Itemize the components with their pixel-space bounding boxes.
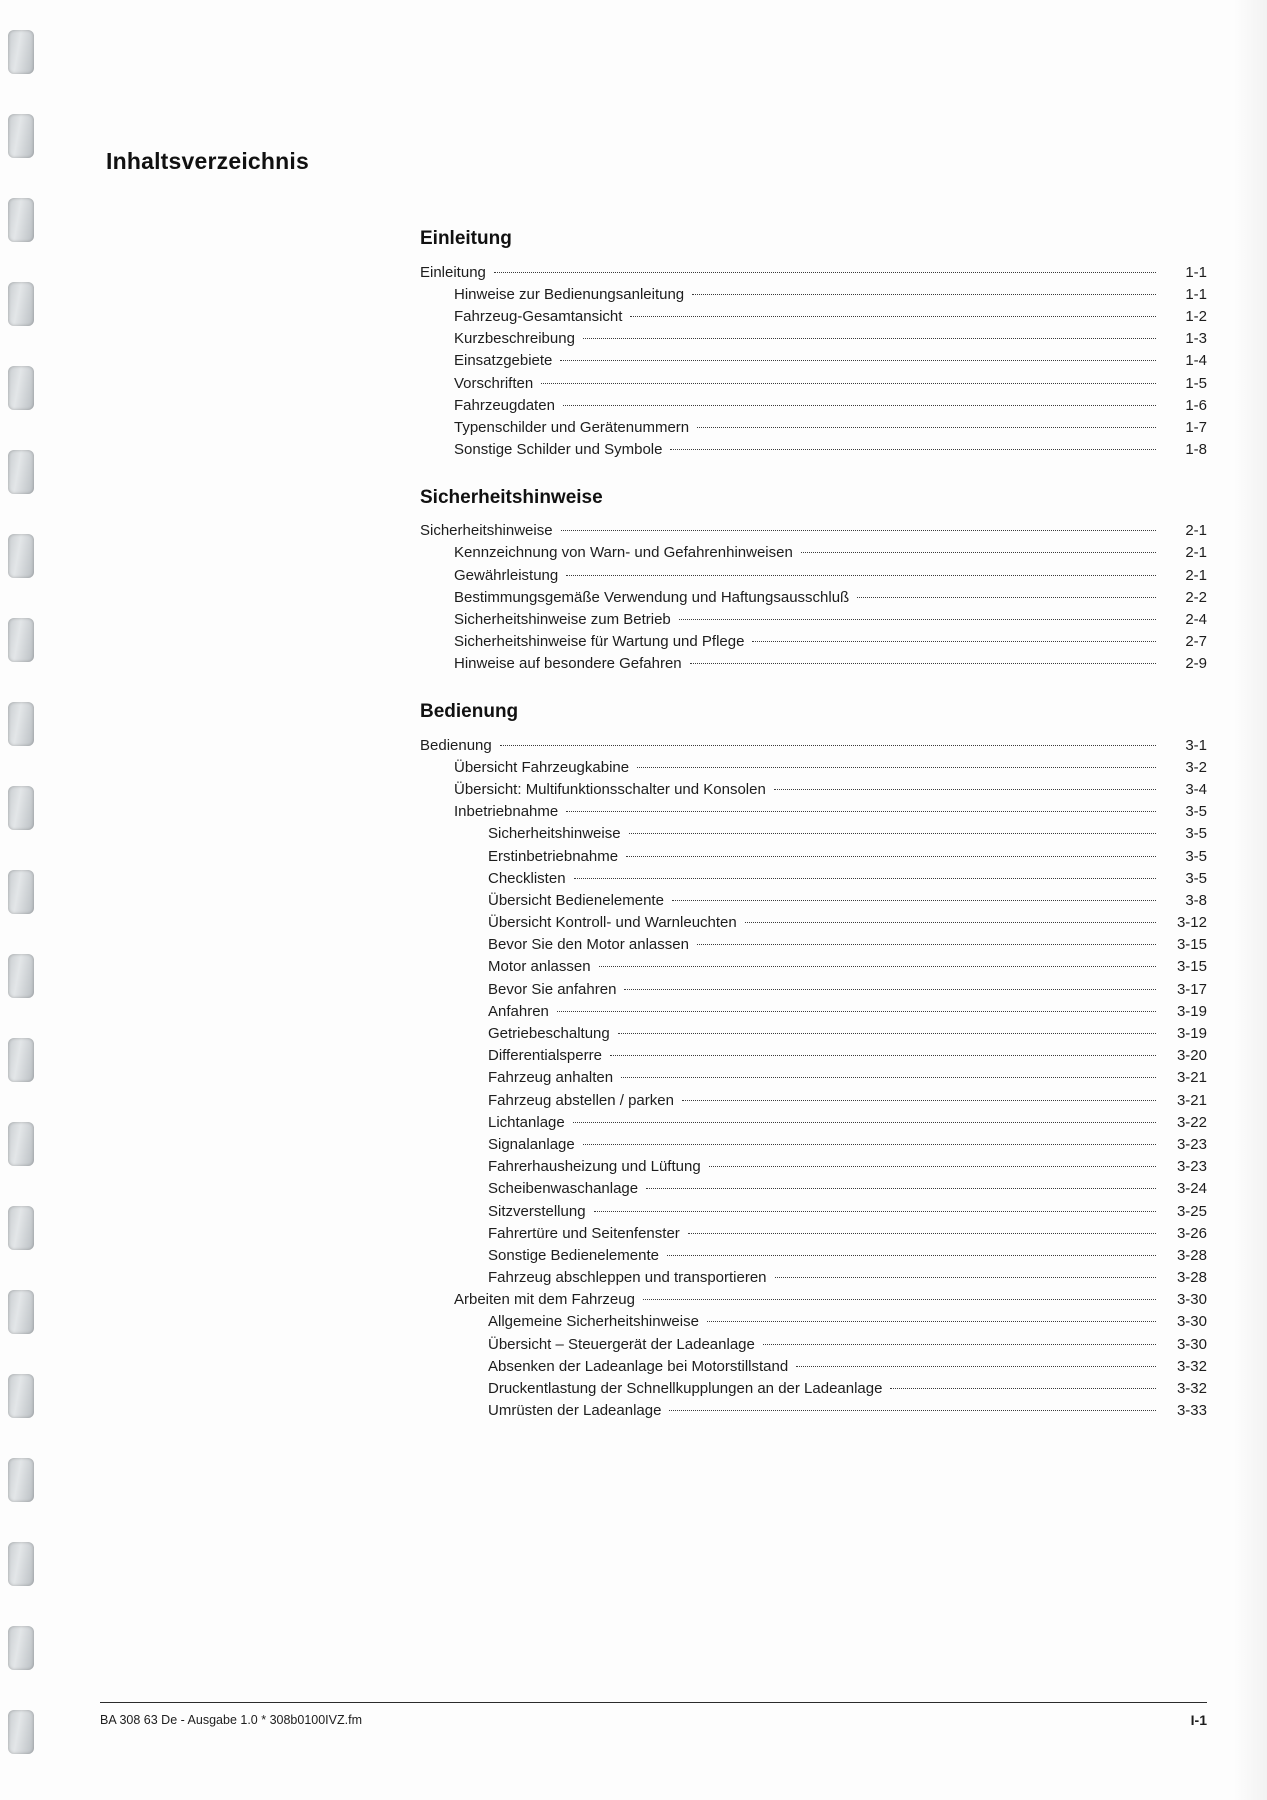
toc-entry-label: Motor anlassen [488,958,591,976]
toc-leader-dots [672,899,1156,901]
toc-entry[interactable] [488,912,1207,934]
toc-entry-label: Hinweise zur Bedienungsanleitung [454,285,685,303]
binder-hole [8,618,34,662]
toc-entry-page: 3-32 [1176,1380,1207,1398]
toc-leader-dots [690,662,1156,664]
toc-leader-dots [618,1032,1156,1034]
toc-entry-page: 3-2 [1185,758,1207,776]
toc-entry[interactable] [488,1244,1207,1266]
toc-leader-dots [890,1387,1156,1389]
toc-entry-page: 3-30 [1176,1291,1207,1309]
toc-leader-dots [667,1254,1156,1256]
toc-leader-dots [557,1010,1156,1012]
toc-entry-label: Einleitung [420,263,486,281]
toc-leader-dots [599,965,1156,967]
toc-leader-dots [629,832,1156,834]
toc-leader-dots [494,271,1156,273]
toc-entry-page: 3-15 [1176,936,1207,954]
toc-entry[interactable] [454,631,1207,653]
toc-entry-page: 1-1 [1185,285,1207,303]
toc-entry[interactable] [488,1222,1207,1244]
toc-entry[interactable] [454,328,1207,350]
toc-entry-label: Gewährleistung [454,566,559,584]
toc-entry-page: 2-1 [1185,566,1207,584]
toc-entry[interactable] [454,756,1207,778]
toc-leader-dots [583,337,1156,339]
toc-entry[interactable] [454,801,1207,823]
toc-entry-page: 3-32 [1176,1357,1207,1375]
toc-entry[interactable] [488,1311,1207,1333]
toc-leader-dots [679,618,1156,620]
toc-entry-label: Absenken der Ladeanlage bei Motorstillstand [488,1357,789,1375]
toc-leader-dots [745,921,1156,923]
page-content [100,0,1207,1800]
toc-entry-page: 2-7 [1185,633,1207,651]
footer-document-code: BA 308 63 De - Ausgabe 1.0 * 308b0100IVZ.fm [100,1713,362,1727]
toc-leader-dots [621,1076,1156,1078]
toc-entry-label: Übersicht – Steuergerät der Ladeanlage [488,1335,755,1353]
toc-entry[interactable] [488,1333,1207,1355]
toc-entry[interactable] [454,653,1207,675]
toc-section [420,228,1207,461]
toc-leader-dots [669,1409,1156,1411]
binder-hole [8,114,34,158]
toc-entry-label: Bestimmungsgemäße Verwendung und Haftungsausschluß [454,588,850,606]
toc-entry-page: 3-24 [1176,1180,1207,1198]
toc-entry-label: Kurzbeschreibung [454,330,575,348]
toc-leader-dots [763,1343,1156,1345]
toc-entry[interactable] [454,283,1207,305]
toc-entry-label: Vorschriften [454,374,534,392]
toc-section [420,487,1207,675]
toc-leader-dots [643,1298,1156,1300]
toc-entry-page: 3-1 [1185,736,1207,754]
toc-leader-dots [637,766,1156,768]
toc-entry-label: Übersicht: Multifunktionsschalter und Konsolen [454,780,766,798]
toc-entry[interactable] [488,1178,1207,1200]
toc-entry-page: 1-6 [1185,396,1207,414]
toc-entry-page: 2-4 [1185,611,1207,629]
toc-entry-page: 1-7 [1185,418,1207,436]
binder-hole [8,198,34,242]
toc-entry-label: Erstinbetriebnahme [488,847,619,865]
binder-hole [8,366,34,410]
page-footer [100,1702,1207,1728]
footer-page-number: I-1 [1190,1712,1207,1728]
toc-entry-page: 3-28 [1176,1269,1207,1287]
toc-entry-page: 3-33 [1176,1402,1207,1420]
binder-hole [8,282,34,326]
binder-hole [8,786,34,830]
toc-section-title: Bedienung [420,701,519,722]
toc-leader-dots [583,1143,1156,1145]
toc-entry-page: 2-1 [1185,522,1207,540]
toc-entry-page: 3-19 [1176,1002,1207,1020]
toc-entry-page: 1-5 [1185,374,1207,392]
toc-entry-page: 3-5 [1185,825,1207,843]
toc-entry-page: 2-1 [1185,544,1207,562]
toc-entry-label: Fahrzeug abstellen / parken [488,1091,674,1109]
toc-entry-label: Sicherheitshinweise zum Betrieb [454,611,671,629]
toc-leader-dots [574,877,1156,879]
toc-entry[interactable] [488,1133,1207,1155]
toc-entry-label: Druckentlastung der Schnellkupplungen an der Ladeanlage [488,1380,883,1398]
toc-entry-label: Hinweise auf besondere Gefahren [454,655,682,673]
toc-entry-label: Einsatzgebiete [454,352,553,370]
toc-entry[interactable] [454,564,1207,586]
toc-leader-dots [709,1165,1156,1167]
toc-entry[interactable] [454,608,1207,630]
toc-entry-label: Fahrzeug anhalten [488,1069,614,1087]
toc-entry-label: Lichtanlage [488,1113,565,1131]
toc-entry-page: 3-22 [1176,1113,1207,1131]
toc-leader-dots [560,359,1156,361]
toc-entry-label: Übersicht Kontroll- und Warnleuchten [488,914,737,932]
toc-entry-page: 3-23 [1176,1135,1207,1153]
toc-entry[interactable] [488,1200,1207,1222]
toc-entry[interactable] [488,1067,1207,1089]
toc-section-title: Einleitung [420,228,512,249]
toc-leader-dots [563,404,1156,406]
page-title: Inhaltsverzeichnis [106,148,310,174]
toc-entry-label: Fahrzeug abschleppen und transportieren [488,1269,767,1287]
binder-hole [8,1122,34,1166]
toc-entry[interactable] [454,778,1207,800]
toc-leader-dots [697,943,1156,945]
toc-entry-label: Allgemeine Sicherheitshinweise [488,1313,699,1331]
toc-entry-label: Signalanlage [488,1135,575,1153]
toc-leader-dots [692,293,1156,295]
toc-leader-dots [796,1365,1156,1367]
toc-entry[interactable] [454,372,1207,394]
toc-entry-page: 1-8 [1185,441,1207,459]
toc-entry[interactable] [454,305,1207,327]
toc-entry-label: Inbetriebnahme [454,803,559,821]
binder-hole [8,1290,34,1334]
toc-entry[interactable] [420,734,1207,756]
toc-entry-label: Sicherheitshinweise [488,825,621,843]
toc-entry-label: Fahrzeug-Gesamtansicht [454,307,623,325]
toc-entry-page: 2-9 [1185,655,1207,673]
toc-leader-dots [752,640,1156,642]
toc-leader-dots [594,1210,1156,1212]
toc-entry[interactable] [488,934,1207,956]
toc-leader-dots [561,529,1156,531]
toc-entry[interactable] [488,1022,1207,1044]
toc-entry-label: Typenschilder und Gerätenummern [454,418,690,436]
toc-entry-label: Fahrertüre und Seitenfenster [488,1224,680,1242]
toc-leader-dots [566,574,1156,576]
binder-hole [8,1038,34,1082]
binder-hole [8,450,34,494]
toc-entry-page: 3-30 [1176,1313,1207,1331]
toc-entry-page: 2-2 [1185,588,1207,606]
toc-leader-dots [697,426,1156,428]
toc-entry[interactable] [488,1400,1207,1422]
toc-entry-page: 3-17 [1176,980,1207,998]
toc-leader-dots [573,1121,1156,1123]
toc-entry[interactable] [420,261,1207,283]
toc-entry[interactable] [488,1377,1207,1399]
toc-entry[interactable] [488,1355,1207,1377]
binder-holes-strip [0,0,62,1800]
toc-entry-page: 3-5 [1185,803,1207,821]
toc-leader-dots [610,1054,1156,1056]
toc-entry-label: Anfahren [488,1002,549,1020]
toc-entry[interactable] [488,1111,1207,1133]
binder-hole [8,1626,34,1670]
toc-leader-dots [857,596,1156,598]
toc-entry-label: Bevor Sie den Motor anlassen [488,936,689,954]
toc-entry[interactable] [488,823,1207,845]
toc-entry-label: Scheibenwaschanlage [488,1180,639,1198]
toc-entry-label: Sonstige Bedienelemente [488,1246,659,1264]
toc-entry-page: 3-5 [1185,847,1207,865]
toc-entry-label: Umrüsten der Ladeanlage [488,1402,662,1420]
toc-entry[interactable] [488,889,1207,911]
toc-entry[interactable] [454,439,1207,461]
binder-hole [8,30,34,74]
toc-entry[interactable] [488,845,1207,867]
toc-entry-page: 1-1 [1185,263,1207,281]
toc-leader-dots [775,1276,1156,1278]
toc-leader-dots [566,810,1156,812]
toc-entry-label: Fahrzeugdaten [454,396,555,414]
toc-entry-label: Kennzeichnung von Warn- und Gefahrenhinweisen [454,544,793,562]
toc-entry-page: 3-4 [1185,780,1207,798]
toc-entry-page: 1-4 [1185,352,1207,370]
toc-entry[interactable] [488,1045,1207,1067]
toc-entry[interactable] [454,394,1207,416]
binder-hole [8,1206,34,1250]
toc-entry-label: Bedienung [420,736,492,754]
binder-hole [8,534,34,578]
toc-entry[interactable] [454,542,1207,564]
toc-entry-page: 3-12 [1176,914,1207,932]
toc-entry[interactable] [454,350,1207,372]
toc-leader-dots [707,1320,1156,1322]
toc-entry-page: 3-25 [1176,1202,1207,1220]
binder-hole [8,702,34,746]
toc-entry-page: 3-5 [1185,869,1207,887]
toc-leader-dots [624,988,1156,990]
toc-entry-page: 3-28 [1176,1246,1207,1264]
toc-entry-label: Übersicht Bedienelemente [488,891,664,909]
toc-entry[interactable] [488,956,1207,978]
toc-entry[interactable] [488,1089,1207,1111]
toc-entry-page: 1-3 [1185,330,1207,348]
toc-entry-label: Sicherheitshinweise [420,522,553,540]
toc-leader-dots [682,1099,1156,1101]
toc-entry-label: Sonstige Schilder und Symbole [454,441,663,459]
toc-leader-dots [670,448,1156,450]
toc-entry-label: Differentialsperre [488,1047,602,1065]
toc-entry-page: 3-21 [1176,1091,1207,1109]
toc-entry-label: Arbeiten mit dem Fahrzeug [454,1291,635,1309]
table-of-contents [420,228,1207,1422]
binder-hole [8,1542,34,1586]
binder-hole [8,1374,34,1418]
toc-leader-dots [500,744,1156,746]
toc-leader-dots [801,551,1156,553]
toc-entry[interactable] [420,520,1207,542]
toc-leader-dots [688,1232,1156,1234]
toc-entry[interactable] [454,586,1207,608]
toc-entry-label: Sicherheitshinweise für Wartung und Pflege [454,633,745,651]
toc-entry-page: 3-21 [1176,1069,1207,1087]
toc-entry[interactable] [454,1289,1207,1311]
toc-entry[interactable] [454,416,1207,438]
toc-entry-page: 3-8 [1185,891,1207,909]
binder-hole [8,1458,34,1502]
toc-entry-label: Übersicht Fahrzeugkabine [454,758,630,776]
toc-entry-page: 3-30 [1176,1335,1207,1353]
toc-leader-dots [646,1187,1156,1189]
toc-section [420,701,1207,1422]
toc-section-title: Sicherheitshinweise [420,486,603,508]
binder-hole [8,954,34,998]
toc-leader-dots [630,315,1156,317]
toc-entry-label: Sitzverstellung [488,1202,586,1220]
toc-entry[interactable] [488,978,1207,1000]
toc-entry[interactable] [488,867,1207,889]
toc-entry[interactable] [488,1267,1207,1289]
toc-entry-label: Bevor Sie anfahren [488,980,617,998]
toc-entry-label: Fahrerhausheizung und Lüftung [488,1158,701,1176]
toc-entry[interactable] [488,1156,1207,1178]
toc-leader-dots [541,382,1156,384]
toc-leader-dots [626,855,1156,857]
toc-entry-page: 3-19 [1176,1025,1207,1043]
toc-entry[interactable] [488,1000,1207,1022]
toc-entry-label: Getriebeschaltung [488,1025,610,1043]
toc-entry-page: 1-2 [1185,307,1207,325]
toc-entry-page: 3-23 [1176,1158,1207,1176]
toc-entry-page: 3-26 [1176,1224,1207,1242]
toc-leader-dots [774,788,1156,790]
toc-entry-page: 3-20 [1176,1047,1207,1065]
binder-hole [8,1710,34,1754]
toc-entry-page: 3-15 [1176,958,1207,976]
page-edge-shading [1233,0,1267,1800]
binder-hole [8,870,34,914]
toc-entry-label: Checklisten [488,869,566,887]
